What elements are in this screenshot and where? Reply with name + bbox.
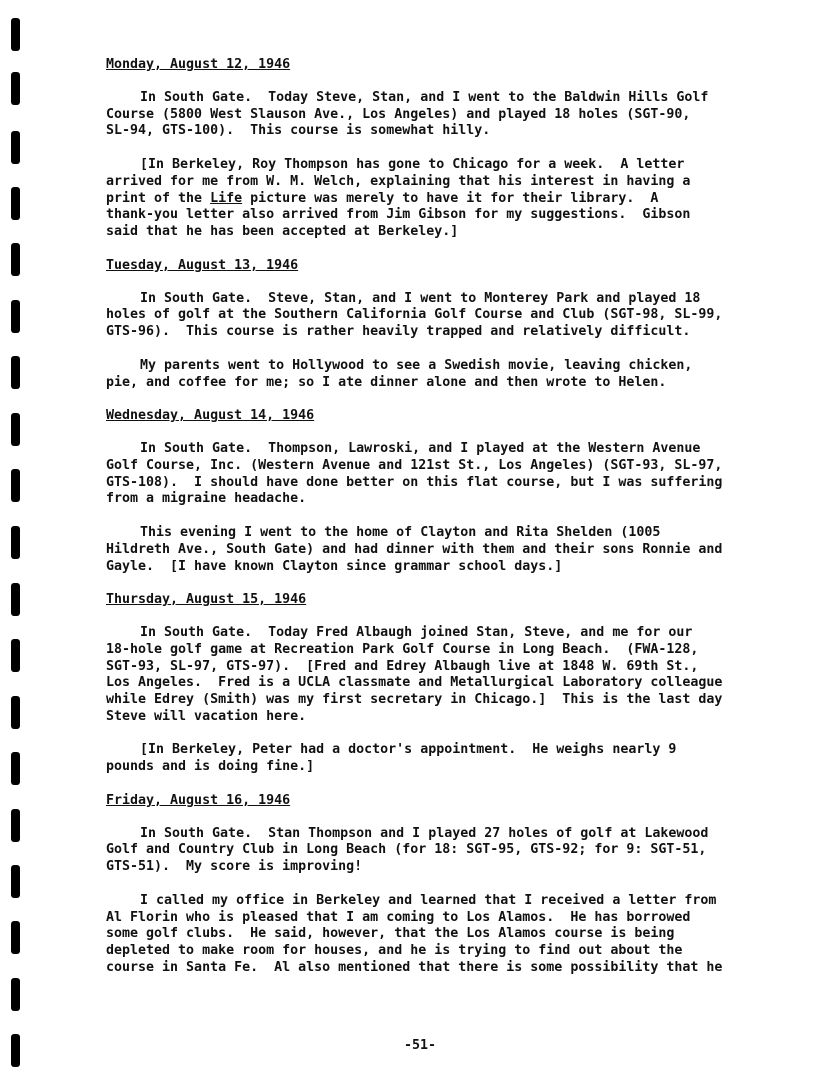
text-line: In South Gate. Steve, Stan, and I went to Monterey Park and played 18 [140, 290, 701, 306]
text-line: GTS-51). My score is improving! [106, 859, 363, 875]
punch-hole [11, 865, 20, 898]
entry-date: Friday, August 16, 1946 [106, 792, 291, 808]
text-line: print of the Life picture was merely to have it for their library. A [106, 190, 659, 206]
entry-paragraph [106, 441, 786, 508]
punch-hole [11, 72, 20, 105]
entry-paragraph [106, 893, 786, 977]
page-number: -51- [403, 1038, 437, 1053]
text-line: [In Berkeley, Roy Thompson has gone to Chicago for a week. A letter [140, 156, 685, 172]
punch-hole [11, 243, 20, 276]
text-line: SGT-93, SL-97, GTS-97). [Fred and Edrey Albaugh live at 1848 W. 69th St., [106, 658, 699, 674]
text-line: [In Berkeley, Peter had a doctor's appointment. He weighs nearly 9 [140, 742, 677, 758]
text-line: Al Florin who is pleased that I am coming to Los Alamos. He has borrowed [106, 909, 691, 925]
text-line: thank-you letter also arrived from Jim Gibson for my suggestions. Gibson [106, 207, 691, 223]
punch-hole [11, 356, 20, 389]
text-line: some golf clubs. He said, however, that the Los Alamos course is being [106, 926, 675, 942]
punch-hole [11, 696, 20, 729]
text-line: Gayle. [I have known Clayton since grammar school days.] [106, 558, 563, 574]
entry-date: Tuesday, August 13, 1946 [106, 257, 299, 273]
text-line: Steve will vacation here. [106, 708, 307, 724]
punch-hole [11, 300, 20, 333]
entry-paragraph [106, 625, 786, 726]
text-line: depleted to make room for houses, and he is trying to find out about the [106, 943, 683, 959]
text-line: pie, and coffee for me; so I ate dinner alone and then wrote to Helen. [106, 374, 667, 390]
punch-hole [11, 752, 20, 785]
punch-hole [11, 978, 20, 1011]
text-line: This evening I went to the home of Clayton and Rita Shelden (1005 [140, 524, 661, 540]
text-line: Course (5800 West Slauson Ave., Los Angeles) and played 18 holes (SGT-90, [106, 106, 691, 122]
text-line: holes of golf at the Southern California Golf Course and Club (SGT-98, SL-99, [106, 307, 723, 323]
punch-hole [11, 809, 20, 842]
punch-hole [11, 921, 20, 954]
binding-punch-holes [11, 0, 25, 1088]
diary-text [106, 57, 786, 994]
text-line: from a migraine headache. [106, 491, 307, 507]
text-line: 18-hole golf game at Recreation Park Golf Course in Long Beach. (FWA-128, [106, 641, 699, 657]
entry-paragraph [106, 358, 786, 392]
underlined-title: Life [210, 190, 243, 206]
punch-hole [11, 583, 20, 616]
punch-hole [11, 187, 20, 220]
text-line: In South Gate. Today Fred Albaugh joined Stan, Steve, and me for our [140, 624, 693, 640]
punch-hole [11, 639, 20, 672]
punch-hole [11, 131, 20, 164]
text-line: pounds and is doing fine.] [106, 759, 315, 775]
text-line: My parents went to Hollywood to see a Swedish movie, leaving chicken, [140, 357, 693, 373]
entry-paragraph [106, 90, 786, 140]
text-line: arrived for me from W. M. Welch, explaining that his interest in having a [106, 173, 691, 189]
text-line: course in Santa Fe. Al also mentioned that there is some possibility that he [106, 960, 723, 976]
text-line: In South Gate. Thompson, Lawroski, and I played at the Western Avenue [140, 440, 701, 456]
punch-hole [11, 413, 20, 446]
text-line: In South Gate. Stan Thompson and I played 27 holes of golf at Lakewood [140, 825, 709, 841]
text-line: said that he has been accepted at Berkeley.] [106, 224, 459, 240]
text-line: Los Angeles. Fred is a UCLA classmate and Metallurgical Laboratory colleague [106, 675, 723, 691]
punch-hole [11, 526, 20, 559]
entry-paragraph [106, 157, 786, 241]
entry-date: Monday, August 12, 1946 [106, 57, 291, 72]
text-line: while Edrey (Smith) was my first secretary in Chicago.] This is the last day [106, 692, 723, 708]
entry-paragraph [106, 291, 786, 341]
text-line: Golf and Country Club in Long Beach (for 18: SGT-95, GTS-92; for 9: SGT-51, [106, 842, 707, 858]
punch-hole [11, 469, 20, 502]
text-line: In South Gate. Today Steve, Stan, and I went to the Baldwin Hills Golf [140, 89, 709, 105]
text-line: Golf Course, Inc. (Western Avenue and 121st St., Los Angeles) (SGT-93, SL-97, [106, 457, 723, 473]
entry-date: Wednesday, August 14, 1946 [106, 408, 315, 424]
entry-paragraph [106, 826, 786, 876]
text-line: SL-94, GTS-100). This course is somewhat hilly. [106, 123, 491, 139]
text-line: GTS-108). I should have done better on this flat course, but I was suffering [106, 474, 723, 490]
text-line: Hildreth Ave., South Gate) and had dinner with them and their sons Ronnie and [106, 541, 723, 557]
text-line: GTS-96). This course is rather heavily trapped and relatively difficult. [106, 324, 691, 340]
text-line: I called my office in Berkeley and learned that I received a letter from [140, 892, 717, 908]
entry-paragraph [106, 742, 786, 776]
entry-date: Thursday, August 15, 1946 [106, 592, 307, 608]
punch-hole [11, 18, 20, 51]
entry-paragraph [106, 525, 786, 575]
